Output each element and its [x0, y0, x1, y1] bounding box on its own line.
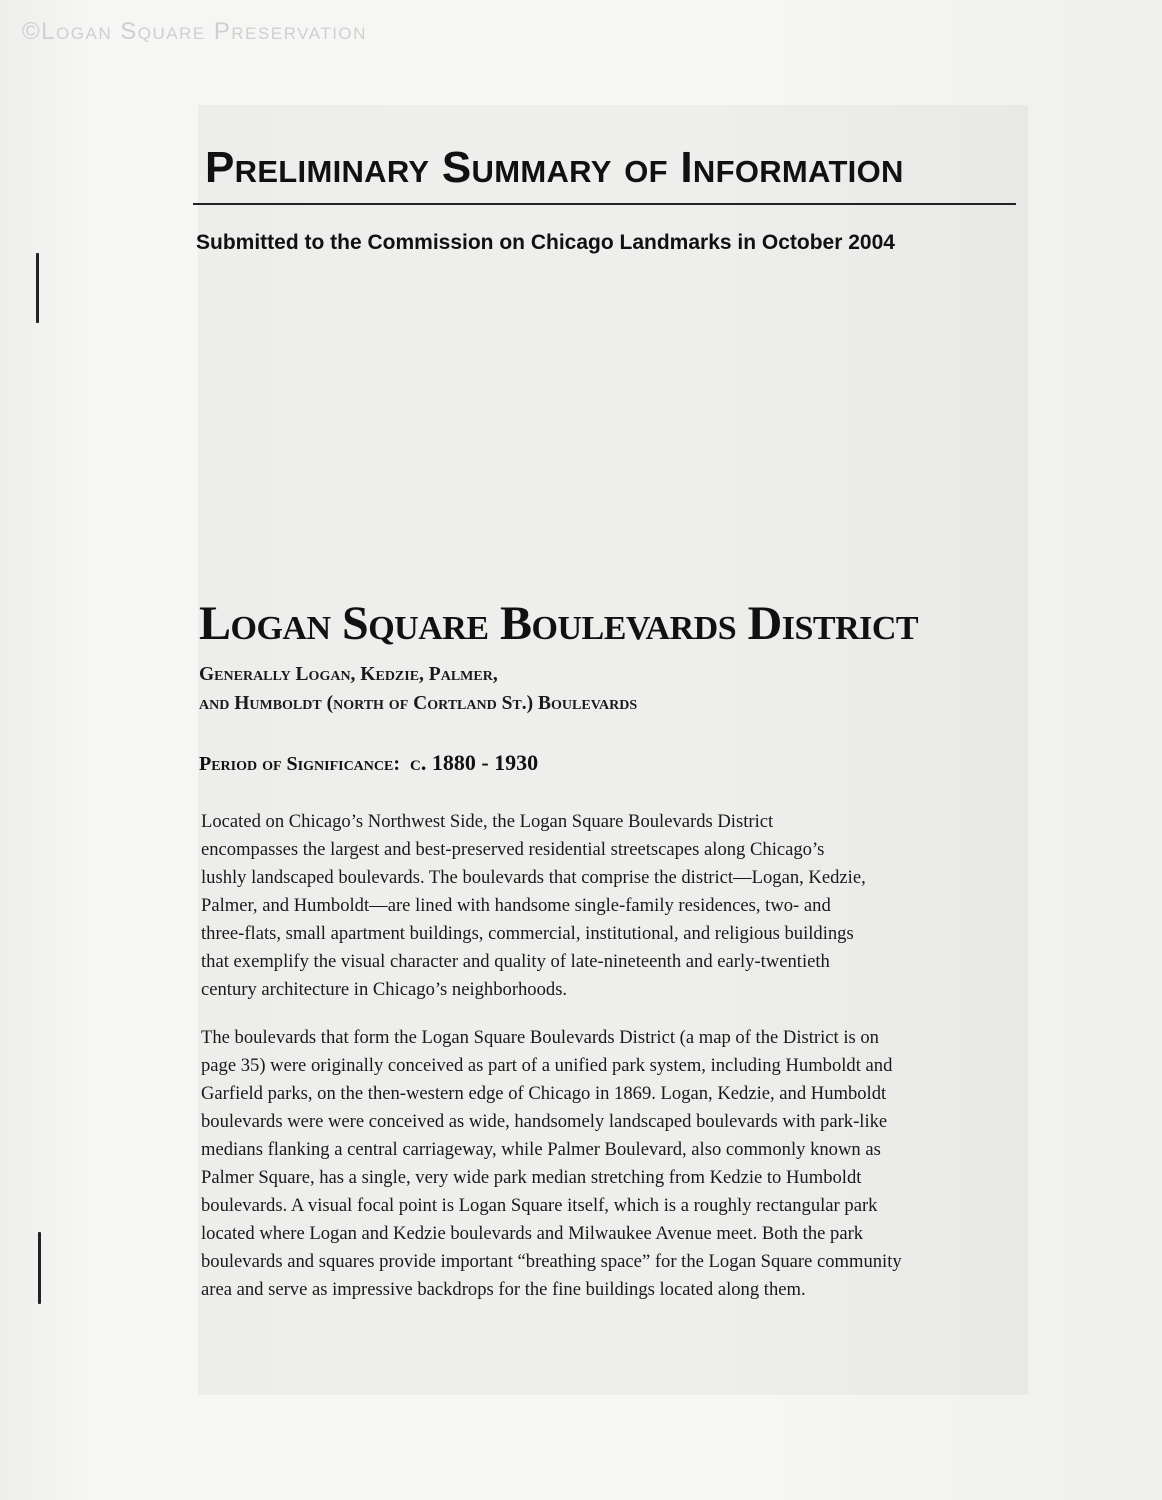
paragraph-line: Garfield parks, on the then-western edge of Chicago in 1869. Logan, Kedzie, and Humboldt	[201, 1083, 887, 1104]
paragraph-line: lushly landscaped boulevards. The boulevards that comprise the district—Logan, Kedzie,	[201, 867, 866, 888]
history-paragraph	[201, 1024, 1036, 1304]
period-of-significance	[199, 747, 999, 779]
paragraph-line: Palmer Square, has a single, very wide park median stretching from Kedzie to Humboldt	[201, 1167, 862, 1188]
paragraph-line: The boulevards that form the Logan Square Boulevards District (a map of the District is on	[201, 1027, 879, 1048]
page-title: Preliminary Summary of Information	[205, 143, 904, 192]
paragraph-line: century architecture in Chicago’s neighborhoods.	[201, 979, 568, 1000]
title-divider	[193, 203, 1016, 205]
intro-paragraph	[201, 808, 1036, 1004]
binding-staple-top	[36, 253, 39, 323]
paragraph-line: Located on Chicago’s Northwest Side, the Logan Square Boulevards District	[201, 811, 774, 832]
period-label: Period of Significance:	[199, 753, 401, 775]
location-line: and Humboldt (north of Cortland St.) Boulevards	[199, 693, 638, 714]
paragraph-line: boulevards. A visual focal point is Logan Square itself, which is a roughly rectangular park	[201, 1195, 878, 1216]
paragraph-line: located where Logan and Kedzie boulevards and Milwaukee Avenue meet. Both the park	[201, 1223, 864, 1244]
paragraph-line: three-flats, small apartment buildings, commercial, institutional, and religious buildings	[201, 923, 854, 944]
paragraph-line: Palmer, and Humboldt—are lined with handsome single-family residences, two- and	[201, 895, 831, 916]
paragraph-line: that exemplify the visual character and quality of late-nineteenth and early-twentieth	[201, 951, 830, 972]
paragraph-line: boulevards and squares provide important “breathing space” for the Logan Square community	[201, 1251, 902, 1272]
district-location	[199, 660, 999, 718]
binding-staple-bottom	[38, 1232, 41, 1304]
district-title: Logan Square Boulevards District	[199, 597, 919, 650]
paragraph-line: boulevards were were conceived as wide, handsomely landscaped boulevards with park-like	[201, 1111, 888, 1132]
paragraph-line: area and serve as impressive backdrops for the fine buildings located along them.	[201, 1279, 806, 1300]
paragraph-line: medians flanking a central carriageway, while Palmer Boulevard, also commonly known as	[201, 1139, 881, 1160]
location-line: Generally Logan, Kedzie, Palmer,	[199, 664, 498, 685]
copyright-watermark: ©Logan Square Preservation	[22, 18, 367, 45]
paragraph-line: page 35) were originally conceived as part of a unified park system, including Humboldt and	[201, 1055, 893, 1076]
submission-note: Submitted to the Commission on Chicago Landmarks in October 2004	[196, 231, 895, 254]
paragraph-line: encompasses the largest and best-preserved residential streetscapes along Chicago’s	[201, 839, 825, 860]
period-value: c. 1880 - 1930	[410, 750, 539, 775]
